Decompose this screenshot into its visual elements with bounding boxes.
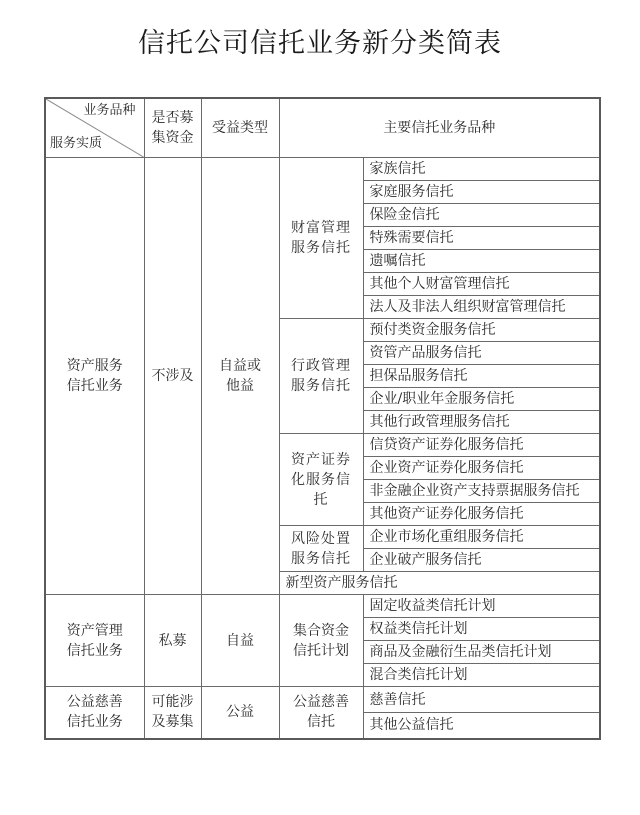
- subgroup-name-line: 财富管理: [291, 220, 351, 236]
- header-business-variety: 业务品种: [83, 103, 136, 118]
- beneficiary-asset-management: 自益: [201, 595, 279, 687]
- beneficiary-line: 他益: [226, 378, 254, 394]
- category-name-line: 信托业务: [66, 642, 123, 659]
- subgroup-name-line: 集合资金: [293, 622, 349, 639]
- list-item: 家族信托: [363, 158, 600, 181]
- category-charity: [45, 687, 144, 739]
- category-name-line: 资产服务: [66, 358, 123, 374]
- subgroup-name-line: 信托计划: [293, 642, 349, 659]
- subgroup-name-line: 信托: [307, 714, 335, 731]
- list-item: 非金融企业资产支持票据服务信托: [363, 480, 600, 503]
- fundraising-line: 及募集: [151, 714, 194, 731]
- category-name-line: 信托业务: [66, 378, 123, 394]
- header-fundraising: [144, 98, 201, 158]
- subgroup-collective-fund-trust-plan: [279, 595, 363, 687]
- list-item: 担保品服务信托: [363, 365, 600, 388]
- subgroup-asset-securitization: [279, 434, 363, 526]
- category-name-line: 公益慈善: [66, 694, 123, 711]
- list-item: 其他资产证券化服务信托: [363, 503, 600, 526]
- fundraising-charity: [144, 687, 201, 739]
- subgroup-name-line: 风险处置: [291, 530, 351, 547]
- subgroup-administrative-management: [279, 319, 363, 434]
- list-item: 企业市场化重组服务信托: [363, 526, 600, 549]
- category-name-line: 资产管理: [66, 622, 123, 639]
- list-item: 其他个人财富管理信托: [363, 273, 600, 296]
- subgroup-name-line: 服务信托: [291, 550, 351, 567]
- table-header-row: [45, 98, 600, 158]
- list-item: 特殊需要信托: [363, 227, 600, 250]
- list-item: 固定收益类信托计划: [363, 595, 600, 618]
- subgroup-name-line: 化服务信: [291, 471, 351, 488]
- table-row: [45, 158, 600, 181]
- list-item: 商品及金融衍生品类信托计划: [363, 641, 600, 664]
- subgroup-charity-trust: [279, 687, 363, 739]
- list-item: 信贷资产证券化服务信托: [363, 434, 600, 457]
- header-fundraising-line2: 集资金: [151, 130, 194, 146]
- header-main-varieties: 主要信托业务品种: [279, 98, 600, 158]
- fundraising-asset-management: 私募: [144, 595, 201, 687]
- header-beneficiary-type: 受益类型: [201, 98, 279, 158]
- subgroup-name-line: 公益慈善: [293, 694, 349, 711]
- subgroup-name-line: 服务信托: [291, 240, 351, 256]
- page-title: 信托公司信托业务新分类简表: [138, 28, 502, 59]
- list-item: 家庭服务信托: [363, 181, 600, 204]
- fundraising-line: 可能涉: [151, 694, 194, 711]
- subgroup-name-line: 服务信托: [291, 378, 351, 394]
- list-item: 预付类资金服务信托: [363, 319, 600, 342]
- list-item: 法人及非法人组织财富管理信托: [363, 296, 600, 319]
- category-asset-management: [45, 595, 144, 687]
- subgroup-wealth-management: [279, 158, 363, 319]
- category-name-line: 信托业务: [66, 714, 123, 731]
- header-corner-cell: [45, 98, 144, 158]
- classification-table: [44, 97, 601, 740]
- category-asset-service: [45, 158, 144, 595]
- subgroup-risk-disposal: [279, 526, 363, 572]
- list-item: 保险金信托: [363, 204, 600, 227]
- beneficiary-asset-service: [201, 158, 279, 595]
- fundraising-asset-service: 不涉及: [144, 158, 201, 595]
- list-item: 权益类信托计划: [363, 618, 600, 641]
- list-item: 企业/职业年金服务信托: [363, 388, 600, 411]
- beneficiary-charity: 公益: [201, 687, 279, 739]
- subgroup-name-line: 托: [313, 491, 329, 508]
- list-item: 其他公益信托: [363, 713, 600, 739]
- list-item: 其他行政管理服务信托: [363, 411, 600, 434]
- list-item: 资管产品服务信托: [363, 342, 600, 365]
- list-item: 遗嘱信托: [363, 250, 600, 273]
- header-fundraising-line1: 是否募: [151, 110, 194, 126]
- list-item: 混合类信托计划: [363, 664, 600, 687]
- list-item: 慈善信托: [363, 687, 600, 713]
- beneficiary-line: 自益或: [219, 358, 261, 374]
- subgroup-name-line: 资产证券: [291, 451, 351, 468]
- list-item: 企业破产服务信托: [363, 549, 600, 572]
- header-service-nature: 服务实质: [50, 136, 103, 151]
- table-row: [45, 687, 600, 713]
- list-item: 企业资产证券化服务信托: [363, 457, 600, 480]
- subgroup-name-line: 行政管理: [291, 358, 351, 374]
- standalone-item-new-asset-service: 新型资产服务信托: [279, 572, 600, 595]
- table-row: [45, 595, 600, 618]
